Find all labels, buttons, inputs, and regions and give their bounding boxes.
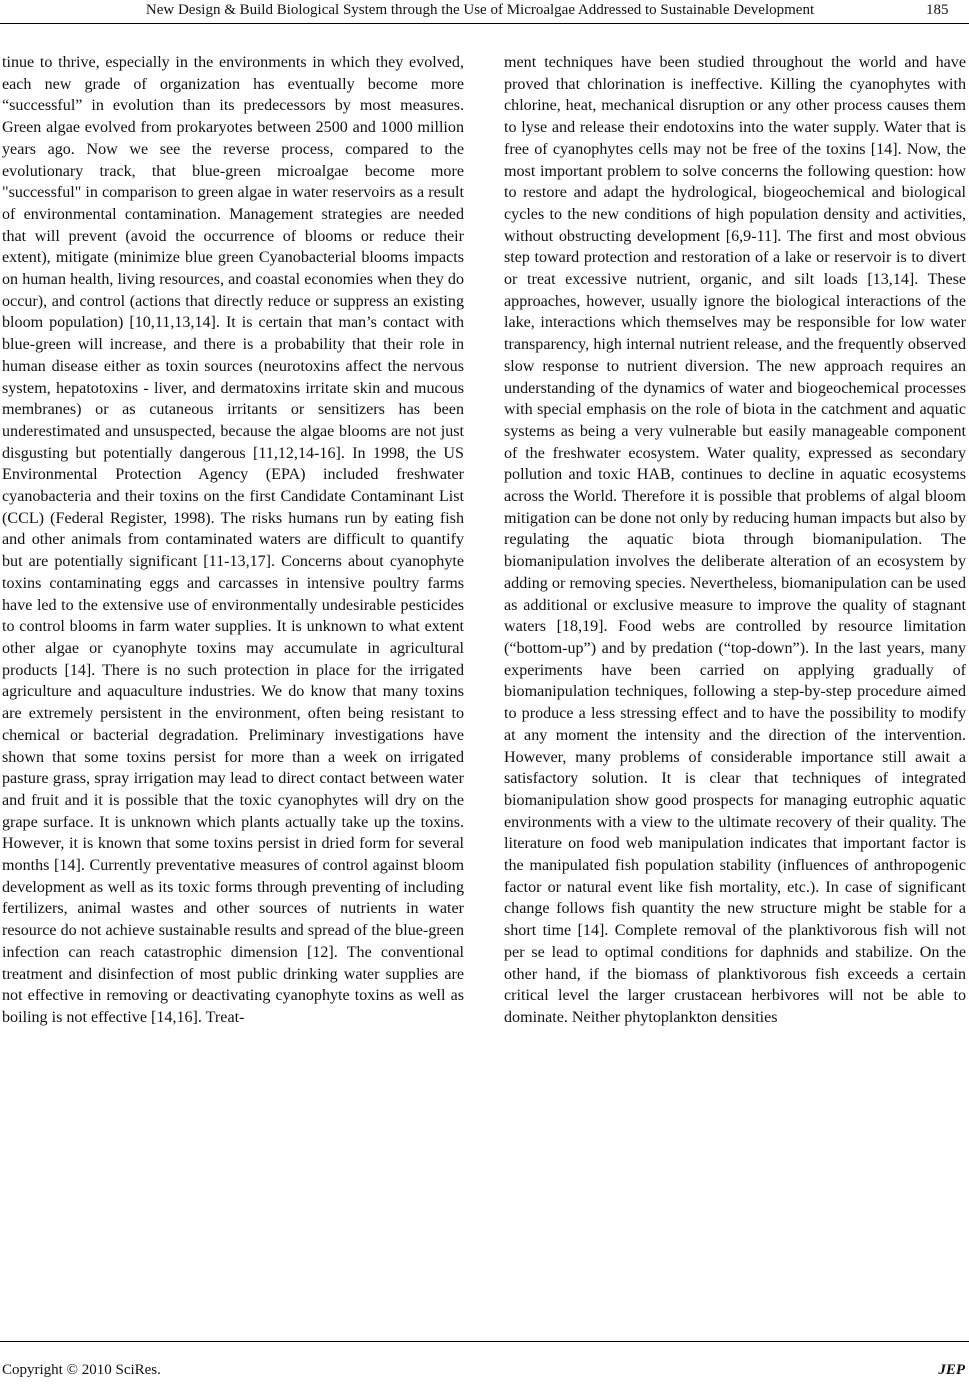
page-number: 185 xyxy=(926,2,949,18)
running-header xyxy=(0,0,969,30)
header-rule xyxy=(0,23,969,24)
footer-rule xyxy=(0,1341,969,1342)
right-column-text: ment techniques have been studied throughout the world and have proved that chlorination is ineffective. Killing the cyanophytes with chlorine, heat, mechanical disruption or any other process causes them to lyse and release their endotoxins into the water supply. Water that is free of cyanophytes cells may not be free of the toxins [14]. Now, the most important problem to solve concerns the following question: how to restore and adapt the hydrological, biogeochemical and biological cycles to the new conditions of high population density and activities, without obstructing development [6,9-11]. The first and most obvious step toward protection and restoration of a lake or reservoir is to divert or treat excessive nutrient, organic, and silt loads [13,14]. These approaches, however, usually ignore the biological interactions of the lake, interactions which themselves may be responsible for low water transparency, high internal nutrient release, and the frequently observed slow response to nutrient diversion. The new approach requires an understanding of the dynamics of water and biogeochemical processes with special emphasis on the role of biota in the catchment and aquatic systems as being a very vulnerable but easily manageable component of the freshwater ecosystem. Water quality, expressed as secondary pollution and toxic HAB, continues to decline in aquatic ecosystems across the World. Therefore it is possible that problems of algal bloom mitigation can be done not only by reducing human impacts but also by regulating the aquatic biota through biomanipulation. The biomanipulation involves the deliberate alteration of an ecosystem by adding or removing species. Nevertheless, biomanipulation can be used as additional or exclusive measure to improve the quality of stagnant waters [18,19]. Food webs are controlled by resource limitation (“bottom-up”) and by predation (“top-down”). In the last years, many experiments have been carried on applying gradually of biomanipulation techniques, following a step-by-step procedure aimed to produce a less stressing effect and to have the possibility to modify at any moment the intensity and the direction of the intervention. However, many problems of considerable importance still await a satisfactory solution. It is clear that techniques of integrated biomanipulation show good prospects for managing eutrophic aquatic environments with a view to the ultimate recovery of their quality. The literature on food web manipulation indicates that important factor is the manipulated fish population stability (influences of anthropogenic factor or natural event like fish mortality, etc.). In case of significant change follows fish quantity the new structure might be stable for a short time [14]. Complete removal of the planktivorous fish will not per se lead to optimal conditions for daphnids and stabilize. On the other hand, if the biomass of planktivorous fish exceeds a certain critical level the larger crustacean herbivores will not be able to dominate. Neither phytoplankton densities xyxy=(504,54,966,1026)
running-title: New Design & Build Biological System through the Use of Microalgae Addressed to Sustainable Development xyxy=(145,2,815,18)
copyright-notice: Copyright © 2010 SciRes. xyxy=(2,1362,161,1378)
right-column xyxy=(504,52,966,1029)
left-column xyxy=(2,52,464,1029)
journal-abbreviation: JEP xyxy=(938,1362,965,1378)
left-column-text: tinue to thrive, especially in the environments in which they evolved, each new grade of organization has eventually become more “successful” in evolution than its predecessors by most measures. Green algae evolved from prokaryotes between 2500 and 1000 million years ago. Now we see the reverse process, compared to the evolutionary track, that blue-green microalgae become more "successful" in comparison to green algae in water reservoirs as a result of environmental contamination. Management strategies are needed that will prevent (avoid the occurrence of blooms or reduce their extent), mitigate (minimize blue green Cyanobacterial blooms impacts on human health, living resources, and coastal economies when they do occur), and control (actions that directly reduce or suppress an existing bloom population) [10,11,13,14]. It is certain that man’s contact with blue-green will increase, and there is a probability that their role in human disease either as toxin sources (neurotoxins affect the nervous system, hepatotoxins - liver, and dermatoxins irritate skin and mucous membranes) or as cutaneous irritants or sensitizers has been underestimated and unsuspected, because the algae blooms are not just disgusting but potentially dangerous [11,12,14-16]. In 1998, the US Environmental Protection Agency (EPA) included freshwater cyanobacteria and their toxins on the first Candidate Contaminant List (CCL) (Federal Register, 1998). The risks humans run by eating fish and other animals from contaminated waters are difficult to quantify but are potentially significant [11-13,17]. Concerns about cyanophyte toxins contaminating eggs and carcasses in intensive poultry farms have led to the extensive use of environmentally undesirable pesticides to control blooms in farm water supplies. It is unknown to what extent other algae or cyanophyte toxins may accumulate in agricultural products [14]. There is no such protection in place for the irrigated agriculture and aquaculture industries. We do know that many toxins are extremely persistent in the environment, often being resistant to chemical or bacterial degradation. Preliminary investigations have shown that some toxins persist for more than a week on irrigated pasture grass, spray irrigation may lead to direct contact between water and fruit and it is possible that the toxic cyanophytes will dry on the grape surface. It is unknown which plants actually take up the toxins. However, it is known that some toxins persist in dried form for several months [14]. Currently preventative measures of control against bloom development as well as its toxic forms through preventing of including fertilizers, animal wastes and other sources of nutrients in water resource do not achieve sustainable results and spread of the blue-green infection can reach catastrophic dimension [12]. The conventional treatment and disinfection of most public drinking water supplies are not effective in removing or deactivating cyanophyte toxins as well as boiling is not effective [14,16]. Treat- xyxy=(2,54,464,1026)
